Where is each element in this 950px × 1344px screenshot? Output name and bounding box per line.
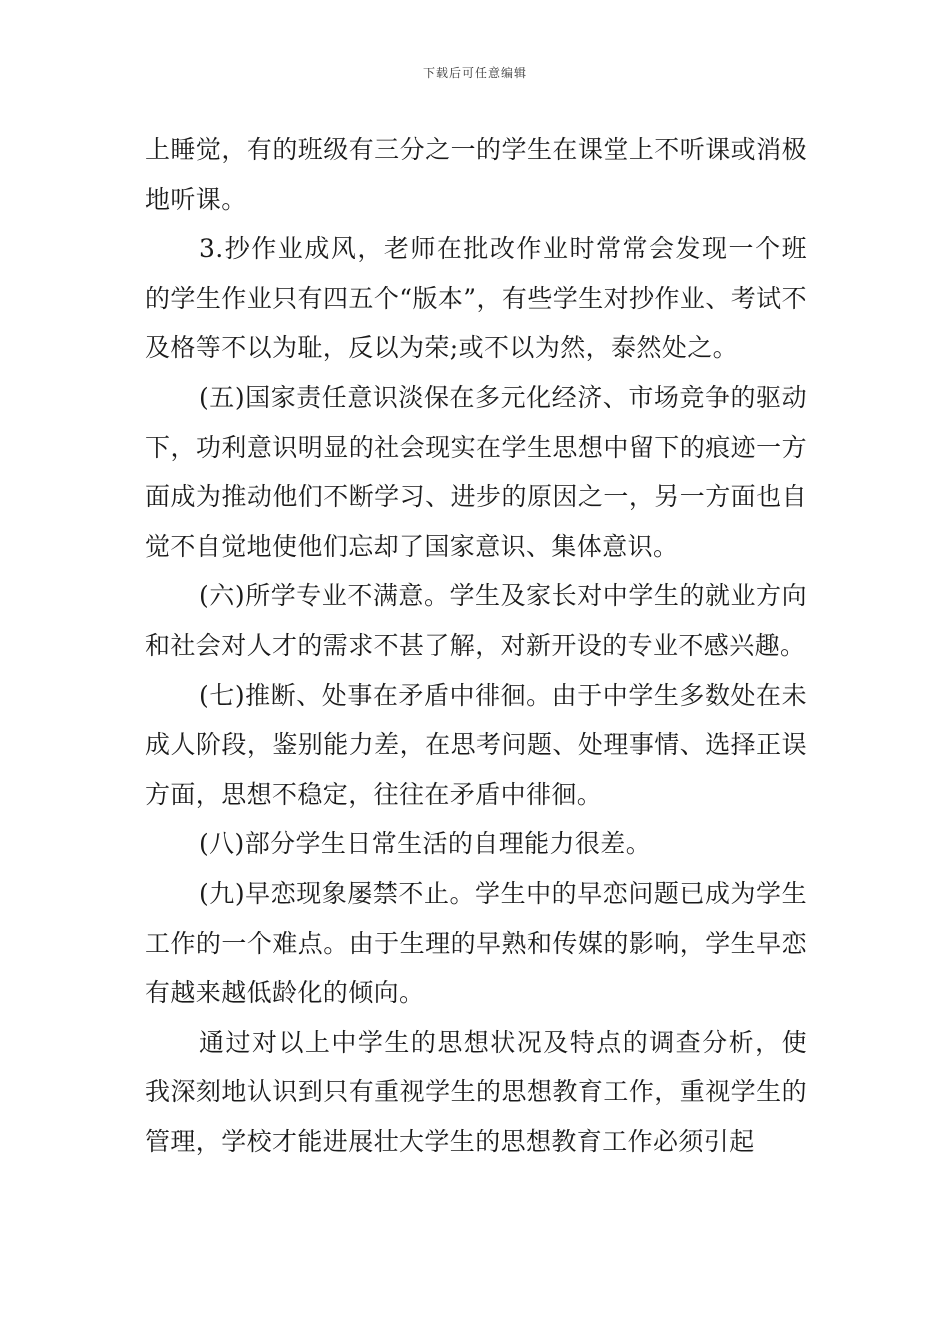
paragraph-continuation: 上睡觉，有的班级有三分之一的学生在课堂上不听课或消极地听课。 — [145, 135, 807, 214]
paragraph-section-9: (九)早恋现象屡禁不止。学生中的早恋问题已成为学生工作的一个难点。由于生理的早熟和传媒的影响，学生早恋有越来越低龄化的倾向。 — [145, 878, 807, 1008]
paragraph-section-5: (五)国家责任意识淡保在多元化经济、市场竞争的驱动下，功利意识明显的社会现实在学生思想中留下的痕迹一方面成为推动他们不断学习、进步的原因之一，另一方面也自觉不自觉地使他们忘却了国家意识、集体意识。 — [145, 382, 807, 561]
paragraph-section-7: (七)推断、处事在矛盾中徘徊。由于中学生多数处在未成人阶段，鉴别能力差，在思考问题、处理事情、选择正误方面，思想不稳定，往往在矛盾中徘徊。 — [145, 680, 807, 809]
paragraph-section-6: (六)所学专业不满意。学生及家长对中学生的就业方向和社会对人才的需求不甚了解，对新开设的专业不感兴趣。 — [145, 581, 807, 660]
paragraph-conclusion: 通过对以上中学生的思想状况及特点的调查分析，使我深刻地认识到只有重视学生的思想教育工作，重视学生的管理，学校才能进展壮大学生的思想教育工作必须引起 — [145, 1027, 807, 1156]
paragraph-section-8: (八)部分学生日常生活的自理能力很差。 — [199, 829, 652, 859]
paragraph-copying-homework: 3.抄作业成风，老师在批改作业时常常会发现一个班的学生作业只有四五个“版本”，有些学生对抄作业、考试不及格等不以为耻，反以为荣;或不以为然，泰然处之。 — [145, 234, 807, 363]
document-body — [145, 125, 807, 1166]
page-header: 下载后可任意编辑 — [422, 66, 527, 80]
